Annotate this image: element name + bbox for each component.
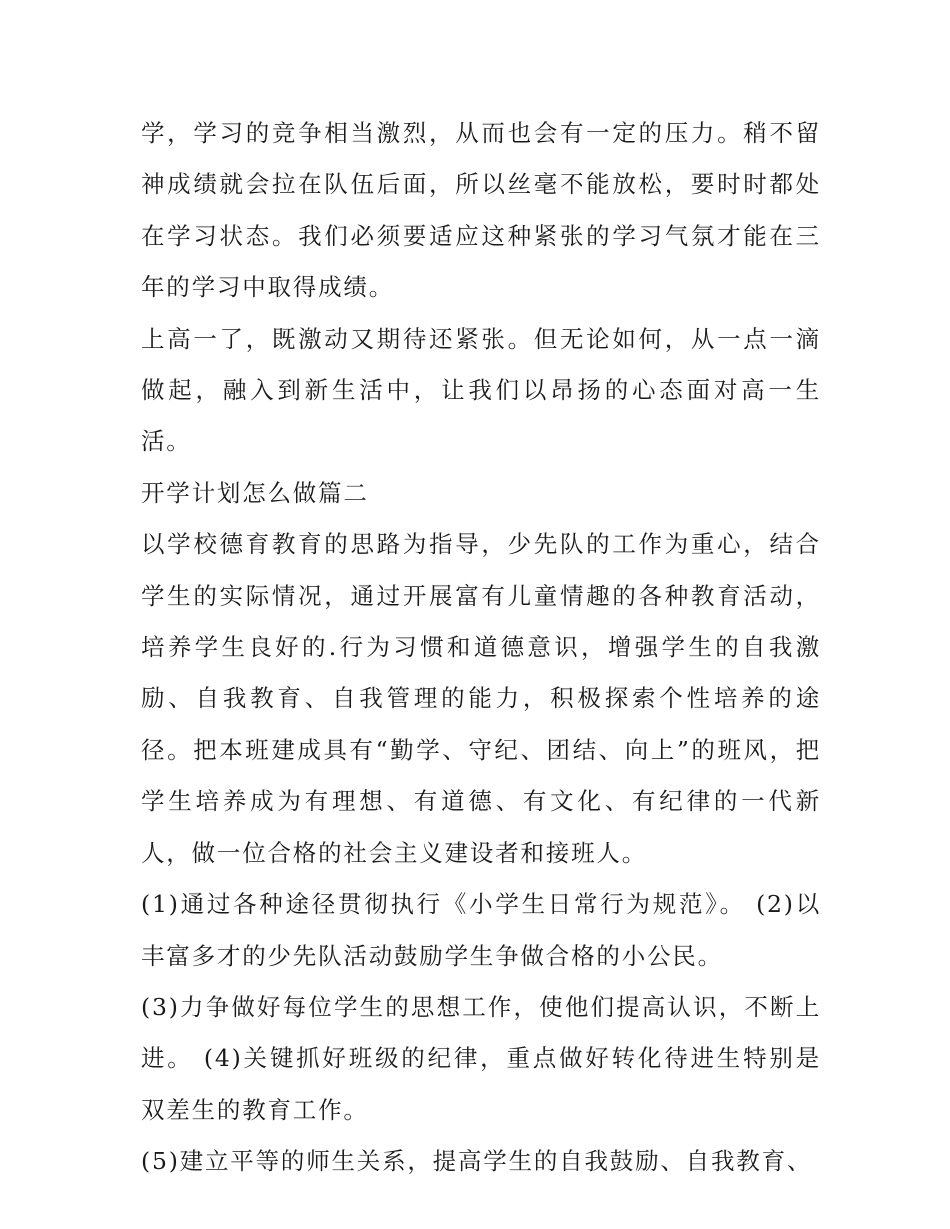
paragraph-guiding-idea: 以学校德育教育的思路为指导，少先队的工作为重心，结合学生的实际情况，通过开展富有儿童情趣的各种教育活动，培养学生良好的.行为习惯和道德意识，增强学生的自我激励、自我教育、自我管理的能力，积极探索个性培养的途径。把本班建成具有“勤学、守纪、团结、向上”的班风，把学生培养成为有理想、有道德、有文化、有纪律的一代新人，做一位合格的社会主义建设者和接班人。: [141, 530, 821, 867]
list-item-5: (5)建立平等的师生关系，提高学生的自我鼓励、自我教育、: [141, 1147, 813, 1176]
list-item-1-2: (1)通过各种途径贯彻执行《小学生日常行为规范》。 (2)以丰富多才的少先队活动鼓励学生争做合格的小公民。: [141, 890, 821, 970]
paragraph-continuation: 学，学习的竞争相当激烈，从而也会有一定的压力。稍不留神成绩就会拉在队伍后面，所以丝毫不能放松，要时时都处在学习状态。我们必须要适应这种紧张的学习气氛才能在三年的学习中取得成绩。: [141, 119, 821, 302]
list-item-3-4: (3)力争做好每位学生的思想工作，使他们提高认识，不断上进。 (4)关键抓好班级的纪律，重点做好转化待进生特别是双差生的教育工作。: [141, 992, 821, 1124]
paragraph-intro-new-life: 上高一了，既激动又期待还紧张。但无论如何，从一点一滴做起，融入到新生活中，让我们以昂扬的心态面对高一生活。: [141, 324, 821, 456]
document-page: [141, 108, 821, 1188]
section-heading: 开学计划怎么做篇二: [141, 478, 369, 507]
